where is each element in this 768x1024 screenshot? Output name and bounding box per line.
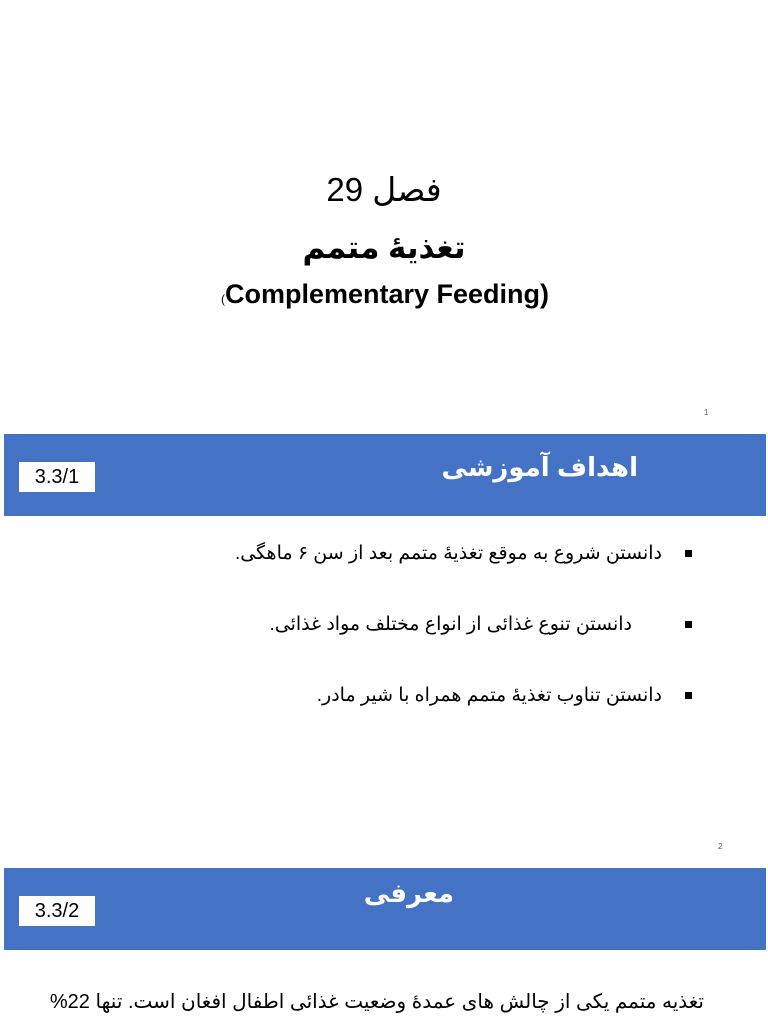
introduction-paragraph: تغذیه متمم یکی از چالش های عمدهٔ وضعیت غذائی اطفال افغان است. تنها 22% xyxy=(49,991,704,1013)
list-item xyxy=(120,611,692,639)
objectives-header-band xyxy=(4,434,766,516)
objective-text: دانستن تناوب تغذیهٔ متمم همراه با شیر مادر. xyxy=(316,685,662,706)
introduction-slide-badge: 3.3/2 xyxy=(19,896,95,926)
list-item xyxy=(120,540,692,568)
list-item xyxy=(120,682,692,710)
introduction-header-title: معرفی xyxy=(363,877,454,908)
square-bullet-icon xyxy=(685,692,692,699)
objectives-header-title: اهداف آموزشی xyxy=(441,451,638,482)
objective-text: دانستن تنوع غذائی از انواع مختلف مواد غذائی. xyxy=(269,614,632,635)
objectives-slide-badge: 3.3/1 xyxy=(19,462,95,492)
slide-number-1: 1 xyxy=(704,408,709,417)
english-title-text: Complementary Feeding) xyxy=(224,279,550,309)
objective-text: دانستن شروع به موقع تغذیهٔ متمم بعد از سن ۶ ماهگی. xyxy=(234,543,662,564)
objectives-list xyxy=(120,540,692,753)
chapter-subtitle: تغذیهٔ متمم xyxy=(302,230,466,265)
chapter-title: فصل 29 xyxy=(326,171,442,208)
english-open-paren: ( xyxy=(220,292,225,306)
introduction-header-band xyxy=(4,868,766,950)
slide-number-2: 2 xyxy=(718,842,723,851)
square-bullet-icon xyxy=(685,621,692,628)
chapter-english-title xyxy=(170,274,600,319)
square-bullet-icon xyxy=(685,550,692,557)
